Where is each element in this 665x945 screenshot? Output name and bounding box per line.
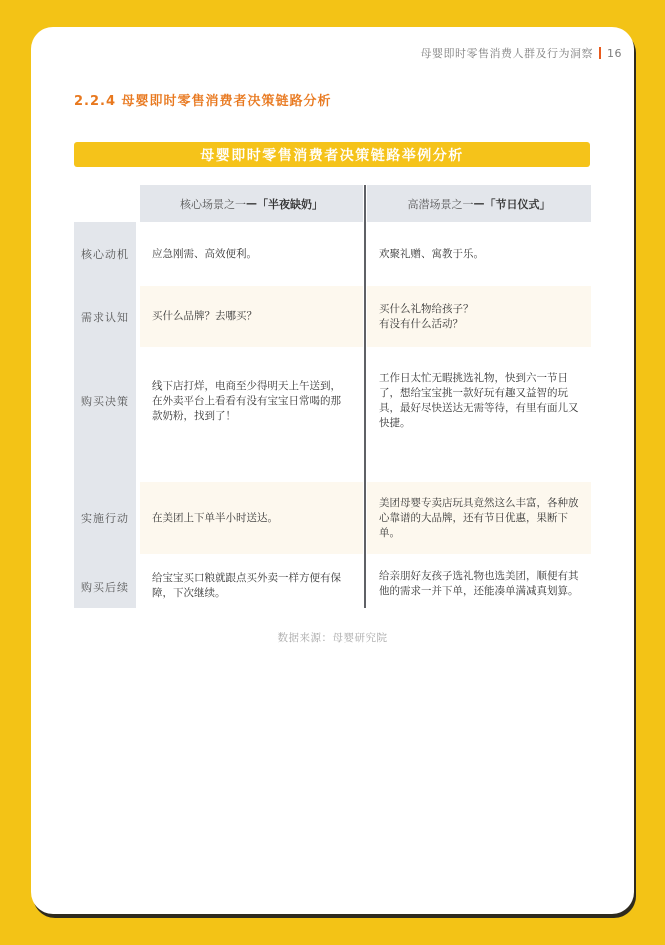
table-cell: 买什么礼物给孩子？ 有没有什么活动？	[367, 286, 591, 347]
banner-title: 母婴即时零售消费者决策链路举例分析	[200, 147, 464, 164]
report-title: 母婴即时零售消费人群及行为洞察	[420, 47, 593, 60]
report-page	[31, 27, 634, 914]
table-cell: 线下店打烊，电商至少得明天上午送到，在外卖平台上看看有没有宝宝日常喝的那款奶粉，找到了！	[152, 379, 341, 422]
table-cell: 工作日太忙无暇挑选礼物，快到六一节日了，想给宝宝挑一款好玩有趣又益智的玩具，最好尽快送达无需等待，有里有面儿又快捷。	[379, 372, 579, 429]
table-cell: 欢聚礼赠、寓教于乐。	[379, 247, 484, 260]
data-source-note: 数据来源：母婴研究院	[277, 632, 388, 644]
table-cell: 给宝宝买口粮就跟点买外卖一样方便有保障，下次继续。	[152, 572, 341, 599]
column-divider	[364, 185, 366, 608]
column-name: 「半夜缺奶」	[257, 197, 323, 211]
row-label: 需求认知	[81, 310, 129, 324]
table-cell: 美团母婴专卖店玩具竟然这么丰富，各种放心靠谱的大品牌，还有节日优惠，果断下单。	[367, 482, 591, 554]
column-prefix: 高潜场景之一	[407, 197, 474, 211]
row-label: 购买决策	[81, 395, 129, 408]
table-banner	[74, 142, 590, 167]
header-divider	[599, 47, 601, 59]
column-prefix: 核心场景之一	[180, 197, 246, 211]
column-name: 「节日仪式」	[484, 197, 551, 211]
row-label: 实施行动	[81, 512, 129, 525]
section-title: 2.2.4 母婴即时零售消费者决策链路分析	[74, 94, 332, 109]
table-cell: 在美团上下单半小时送达。	[140, 482, 363, 554]
table-cell: 给亲朋好友孩子选礼物也选美团，顺便有其他的需求一并下单，还能凑单满减真划算。	[379, 570, 579, 597]
table-cell: 应急刚需、高效便利。	[152, 247, 257, 260]
table-cell: 买什么品牌？去哪买？	[140, 286, 363, 347]
row-label: 核心动机	[81, 248, 129, 261]
running-header	[421, 45, 623, 61]
column-header-left: 核心场景之一 — 「半夜缺奶」	[140, 185, 363, 222]
page-number: 16	[607, 46, 622, 60]
row-label: 购买后续	[81, 580, 129, 594]
column-header-right: 高潜场景之一 — 「节日仪式」	[367, 185, 591, 222]
